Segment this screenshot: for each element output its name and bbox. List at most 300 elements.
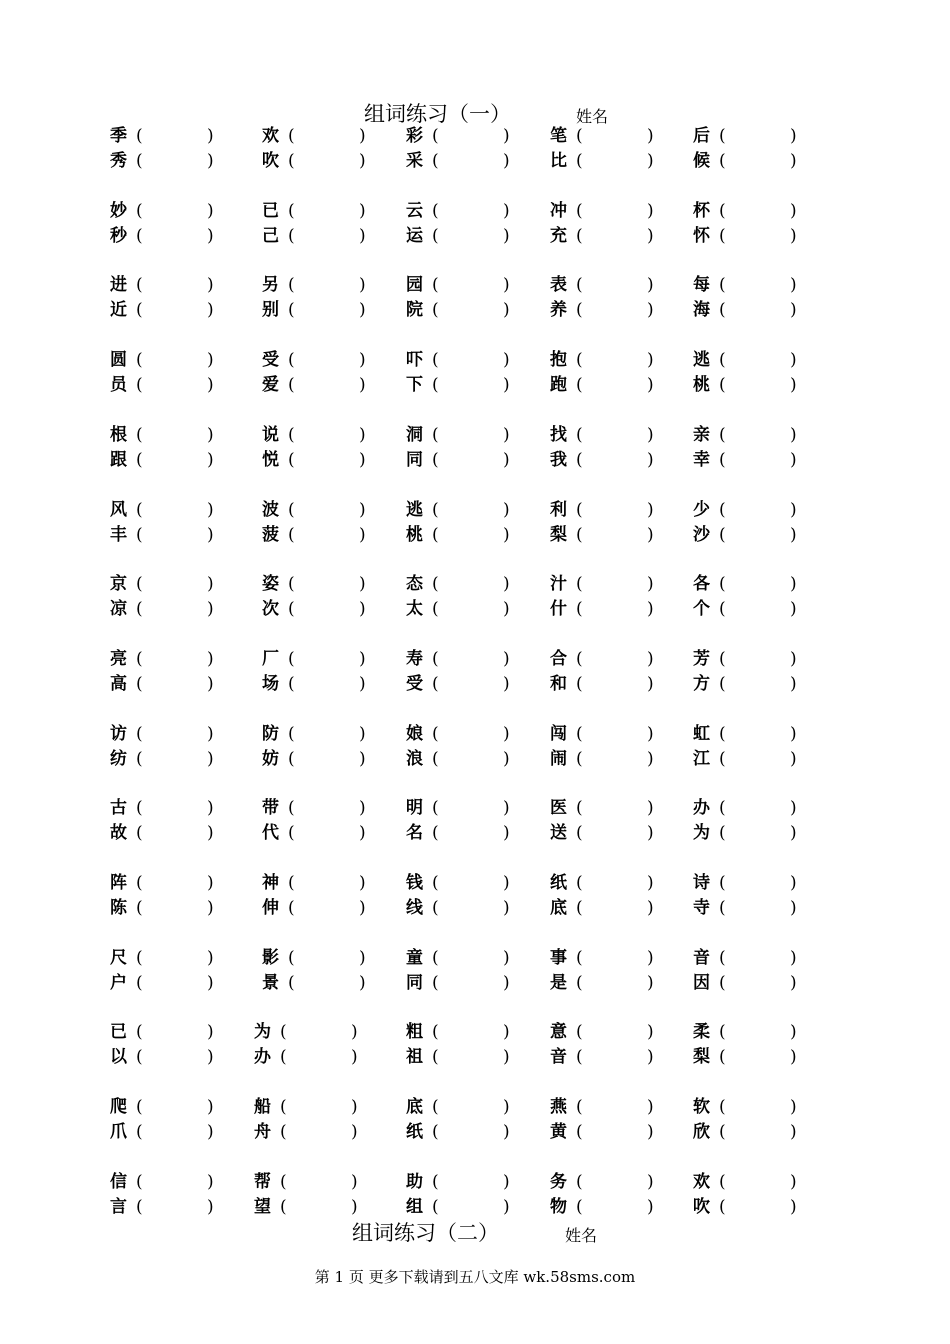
close-paren: )	[790, 151, 797, 171]
open-paren: (	[136, 948, 143, 968]
close-paren: )	[790, 749, 797, 769]
close-paren: )	[503, 1197, 510, 1217]
character: 院	[406, 300, 423, 320]
word-cell	[262, 971, 402, 995]
character: 养	[550, 300, 567, 320]
word-cell	[262, 572, 402, 596]
word-cell	[110, 796, 250, 820]
close-paren: )	[790, 674, 797, 694]
word-cell	[110, 971, 250, 995]
open-paren: (	[576, 599, 583, 619]
close-paren: )	[647, 973, 654, 993]
worksheet-title-one: 组词练习（一）	[364, 102, 511, 126]
word-cell	[693, 149, 833, 173]
close-paren: )	[503, 973, 510, 993]
character: 亲	[693, 425, 710, 445]
exercise-row	[0, 1045, 950, 1069]
close-paren: )	[790, 873, 797, 893]
close-paren: )	[351, 1047, 358, 1067]
exercise-row	[0, 199, 950, 223]
word-cell	[110, 124, 250, 148]
word-cell	[110, 149, 250, 173]
character: 船	[254, 1097, 271, 1117]
word-cell	[550, 448, 690, 472]
close-paren: )	[647, 375, 654, 395]
word-cell	[110, 647, 250, 671]
word-cell	[262, 821, 402, 845]
close-paren: )	[790, 1122, 797, 1142]
open-paren: (	[136, 898, 143, 918]
close-paren: )	[790, 798, 797, 818]
character: 风	[110, 500, 127, 520]
exercise-row	[0, 149, 950, 173]
character: 钱	[406, 873, 423, 893]
open-paren: (	[280, 1047, 287, 1067]
character: 受	[262, 350, 279, 370]
word-cell	[693, 1095, 833, 1119]
word-cell	[110, 273, 250, 297]
open-paren: (	[719, 126, 726, 146]
close-paren: )	[647, 1047, 654, 1067]
word-cell	[550, 647, 690, 671]
word-cell	[693, 448, 833, 472]
open-paren: (	[719, 1172, 726, 1192]
character: 桃	[693, 375, 710, 395]
character: 柔	[693, 1022, 710, 1042]
close-paren: )	[359, 823, 366, 843]
character: 圆	[110, 350, 127, 370]
character: 浪	[406, 749, 423, 769]
word-cell	[693, 298, 833, 322]
character: 海	[693, 300, 710, 320]
word-cell	[262, 149, 402, 173]
close-paren: )	[503, 201, 510, 221]
close-paren: )	[503, 749, 510, 769]
word-cell	[262, 672, 402, 696]
word-cell	[406, 597, 546, 621]
open-paren: (	[576, 749, 583, 769]
open-paren: (	[432, 798, 439, 818]
open-paren: (	[432, 500, 439, 520]
word-cell	[262, 423, 402, 447]
character: 祖	[406, 1047, 423, 1067]
open-paren: (	[719, 375, 726, 395]
close-paren: )	[359, 973, 366, 993]
close-paren: )	[503, 425, 510, 445]
word-cell	[110, 1020, 250, 1044]
word-cell	[406, 1020, 546, 1044]
word-cell	[550, 747, 690, 771]
close-paren: )	[647, 823, 654, 843]
word-cell	[406, 1045, 546, 1069]
character: 每	[693, 275, 710, 295]
character: 燕	[550, 1097, 567, 1117]
word-cell	[406, 1120, 546, 1144]
open-paren: (	[136, 973, 143, 993]
open-paren: (	[288, 500, 295, 520]
word-cell	[693, 597, 833, 621]
open-paren: (	[719, 724, 726, 744]
close-paren: )	[207, 201, 214, 221]
open-paren: (	[288, 724, 295, 744]
character: 神	[262, 873, 279, 893]
open-paren: (	[719, 275, 726, 295]
open-paren: (	[280, 1172, 287, 1192]
character: 梨	[550, 525, 567, 545]
word-cell	[110, 448, 250, 472]
character: 个	[693, 599, 710, 619]
open-paren: (	[719, 1022, 726, 1042]
open-paren: (	[136, 1172, 143, 1192]
open-paren: (	[432, 948, 439, 968]
word-cell	[110, 348, 250, 372]
character: 亮	[110, 649, 127, 669]
open-paren: (	[576, 649, 583, 669]
character: 闯	[550, 724, 567, 744]
word-cell	[110, 523, 250, 547]
word-cell	[693, 348, 833, 372]
character: 言	[110, 1197, 127, 1217]
close-paren: )	[503, 450, 510, 470]
character: 底	[550, 898, 567, 918]
close-paren: )	[351, 1172, 358, 1192]
character: 比	[550, 151, 567, 171]
open-paren: (	[576, 873, 583, 893]
word-cell	[262, 348, 402, 372]
character: 带	[262, 798, 279, 818]
close-paren: )	[359, 749, 366, 769]
close-paren: )	[647, 1097, 654, 1117]
character: 欣	[693, 1122, 710, 1142]
close-paren: )	[359, 300, 366, 320]
word-cell	[406, 946, 546, 970]
word-cell	[406, 523, 546, 547]
open-paren: (	[719, 599, 726, 619]
character: 表	[550, 275, 567, 295]
close-paren: )	[503, 873, 510, 893]
close-paren: )	[359, 375, 366, 395]
close-paren: )	[790, 350, 797, 370]
open-paren: (	[136, 201, 143, 221]
open-paren: (	[432, 973, 439, 993]
word-cell	[550, 1095, 690, 1119]
open-paren: (	[288, 973, 295, 993]
word-cell	[693, 1020, 833, 1044]
open-paren: (	[288, 450, 295, 470]
word-cell	[693, 273, 833, 297]
word-cell	[550, 373, 690, 397]
open-paren: (	[136, 300, 143, 320]
word-cell	[110, 423, 250, 447]
open-paren: (	[432, 300, 439, 320]
word-cell	[406, 298, 546, 322]
open-paren: (	[576, 151, 583, 171]
character: 场	[262, 674, 279, 694]
close-paren: )	[207, 375, 214, 395]
name-label-two: 姓名	[565, 1226, 598, 1245]
character: 闹	[550, 749, 567, 769]
open-paren: (	[136, 1122, 143, 1142]
word-cell	[406, 423, 546, 447]
character: 黄	[550, 1122, 567, 1142]
close-paren: )	[207, 1197, 214, 1217]
close-paren: )	[647, 300, 654, 320]
open-paren: (	[719, 823, 726, 843]
open-paren: (	[576, 300, 583, 320]
word-cell	[110, 747, 250, 771]
character: 办	[693, 798, 710, 818]
open-paren: (	[719, 1047, 726, 1067]
word-cell	[550, 1020, 690, 1044]
character: 医	[550, 798, 567, 818]
character: 信	[110, 1172, 127, 1192]
character: 欢	[262, 126, 279, 146]
open-paren: (	[288, 599, 295, 619]
open-paren: (	[136, 674, 143, 694]
word-cell	[406, 348, 546, 372]
close-paren: )	[207, 126, 214, 146]
word-cell	[550, 672, 690, 696]
close-paren: )	[351, 1197, 358, 1217]
word-cell	[110, 1120, 250, 1144]
close-paren: )	[503, 1097, 510, 1117]
character: 景	[262, 973, 279, 993]
close-paren: )	[790, 724, 797, 744]
character: 逃	[693, 350, 710, 370]
open-paren: (	[576, 1197, 583, 1217]
word-cell	[406, 124, 546, 148]
word-cell	[110, 722, 250, 746]
character: 充	[550, 226, 567, 246]
close-paren: )	[790, 649, 797, 669]
open-paren: (	[432, 525, 439, 545]
close-paren: )	[359, 873, 366, 893]
character: 送	[550, 823, 567, 843]
character: 厂	[262, 649, 279, 669]
exercise-row	[0, 124, 950, 148]
word-cell	[110, 946, 250, 970]
open-paren: (	[576, 275, 583, 295]
character: 助	[406, 1172, 423, 1192]
character: 别	[262, 300, 279, 320]
open-paren: (	[576, 1097, 583, 1117]
character: 采	[406, 151, 423, 171]
close-paren: )	[207, 300, 214, 320]
open-paren: (	[280, 1122, 287, 1142]
close-paren: )	[359, 674, 366, 694]
open-paren: (	[719, 226, 726, 246]
close-paren: )	[790, 375, 797, 395]
open-paren: (	[432, 898, 439, 918]
character: 吹	[693, 1197, 710, 1217]
character: 底	[406, 1097, 423, 1117]
close-paren: )	[359, 500, 366, 520]
character: 波	[262, 500, 279, 520]
word-cell	[550, 946, 690, 970]
close-paren: )	[359, 649, 366, 669]
close-paren: )	[207, 500, 214, 520]
character: 合	[550, 649, 567, 669]
close-paren: )	[647, 749, 654, 769]
open-paren: (	[719, 898, 726, 918]
open-paren: (	[288, 823, 295, 843]
close-paren: )	[207, 1097, 214, 1117]
word-cell	[693, 647, 833, 671]
character: 音	[550, 1047, 567, 1067]
character: 纺	[110, 749, 127, 769]
word-cell	[550, 1045, 690, 1069]
open-paren: (	[719, 350, 726, 370]
open-paren: (	[288, 126, 295, 146]
close-paren: )	[647, 724, 654, 744]
character: 找	[550, 425, 567, 445]
word-cell	[262, 224, 402, 248]
character: 爱	[262, 375, 279, 395]
word-cell	[406, 871, 546, 895]
word-cell	[406, 572, 546, 596]
character: 物	[550, 1197, 567, 1217]
close-paren: )	[647, 1122, 654, 1142]
open-paren: (	[576, 201, 583, 221]
character: 软	[693, 1097, 710, 1117]
word-cell	[693, 796, 833, 820]
word-cell	[254, 1045, 394, 1069]
word-cell	[550, 224, 690, 248]
word-cell	[262, 523, 402, 547]
open-paren: (	[288, 151, 295, 171]
close-paren: )	[647, 226, 654, 246]
word-cell	[262, 273, 402, 297]
character: 秒	[110, 226, 127, 246]
close-paren: )	[647, 599, 654, 619]
exercise-row	[0, 1120, 950, 1144]
close-paren: )	[503, 1022, 510, 1042]
word-cell	[693, 523, 833, 547]
close-paren: )	[647, 425, 654, 445]
character: 户	[110, 973, 127, 993]
character: 高	[110, 674, 127, 694]
close-paren: )	[359, 724, 366, 744]
close-paren: )	[647, 798, 654, 818]
word-cell	[693, 1045, 833, 1069]
close-paren: )	[647, 450, 654, 470]
close-paren: )	[503, 300, 510, 320]
open-paren: (	[288, 275, 295, 295]
open-paren: (	[432, 749, 439, 769]
open-paren: (	[432, 450, 439, 470]
word-cell	[550, 298, 690, 322]
character: 名	[406, 823, 423, 843]
word-cell	[693, 423, 833, 447]
exercise-row	[0, 896, 950, 920]
exercise-row	[0, 348, 950, 372]
close-paren: )	[790, 1022, 797, 1042]
word-cell	[254, 1120, 394, 1144]
word-cell	[550, 572, 690, 596]
close-paren: )	[647, 1197, 654, 1217]
character: 妨	[262, 749, 279, 769]
word-cell	[693, 1120, 833, 1144]
close-paren: )	[790, 500, 797, 520]
open-paren: (	[576, 1122, 583, 1142]
close-paren: )	[351, 1022, 358, 1042]
close-paren: )	[207, 649, 214, 669]
open-paren: (	[288, 948, 295, 968]
exercise-row	[0, 1170, 950, 1194]
word-cell	[693, 672, 833, 696]
close-paren: )	[207, 798, 214, 818]
open-paren: (	[136, 425, 143, 445]
word-cell	[110, 373, 250, 397]
word-cell	[550, 273, 690, 297]
open-paren: (	[719, 749, 726, 769]
exercise-row	[0, 597, 950, 621]
close-paren: )	[647, 574, 654, 594]
open-paren: (	[576, 1172, 583, 1192]
page-footer: 第 1 页 更多下载请到五八文库 wk.58sms.com	[314, 1268, 636, 1286]
open-paren: (	[576, 450, 583, 470]
character: 方	[693, 674, 710, 694]
open-paren: (	[136, 275, 143, 295]
character: 伸	[262, 898, 279, 918]
close-paren: )	[207, 151, 214, 171]
character: 务	[550, 1172, 567, 1192]
exercise-row	[0, 821, 950, 845]
open-paren: (	[719, 500, 726, 520]
character: 园	[406, 275, 423, 295]
open-paren: (	[288, 226, 295, 246]
name-label-one: 姓名	[576, 107, 609, 126]
character: 娘	[406, 724, 423, 744]
character: 态	[406, 574, 423, 594]
character: 根	[110, 425, 127, 445]
character: 说	[262, 425, 279, 445]
word-cell	[406, 273, 546, 297]
open-paren: (	[576, 226, 583, 246]
open-paren: (	[719, 948, 726, 968]
word-cell	[693, 1195, 833, 1219]
character: 影	[262, 948, 279, 968]
word-cell	[550, 498, 690, 522]
word-cell	[110, 597, 250, 621]
character: 我	[550, 450, 567, 470]
worksheet-title-two: 组词练习（二）	[352, 1221, 499, 1245]
character: 员	[110, 375, 127, 395]
open-paren: (	[288, 375, 295, 395]
close-paren: )	[359, 226, 366, 246]
open-paren: (	[576, 1022, 583, 1042]
character: 因	[693, 973, 710, 993]
open-paren: (	[136, 823, 143, 843]
close-paren: )	[790, 1047, 797, 1067]
close-paren: )	[503, 649, 510, 669]
open-paren: (	[576, 724, 583, 744]
open-paren: (	[136, 126, 143, 146]
character: 古	[110, 798, 127, 818]
character: 抱	[550, 350, 567, 370]
close-paren: )	[647, 201, 654, 221]
word-cell	[406, 224, 546, 248]
open-paren: (	[136, 1197, 143, 1217]
word-cell	[550, 722, 690, 746]
word-cell	[693, 1170, 833, 1194]
close-paren: )	[647, 674, 654, 694]
open-paren: (	[288, 201, 295, 221]
open-paren: (	[136, 1047, 143, 1067]
close-paren: )	[503, 525, 510, 545]
open-paren: (	[719, 649, 726, 669]
word-cell	[406, 199, 546, 223]
